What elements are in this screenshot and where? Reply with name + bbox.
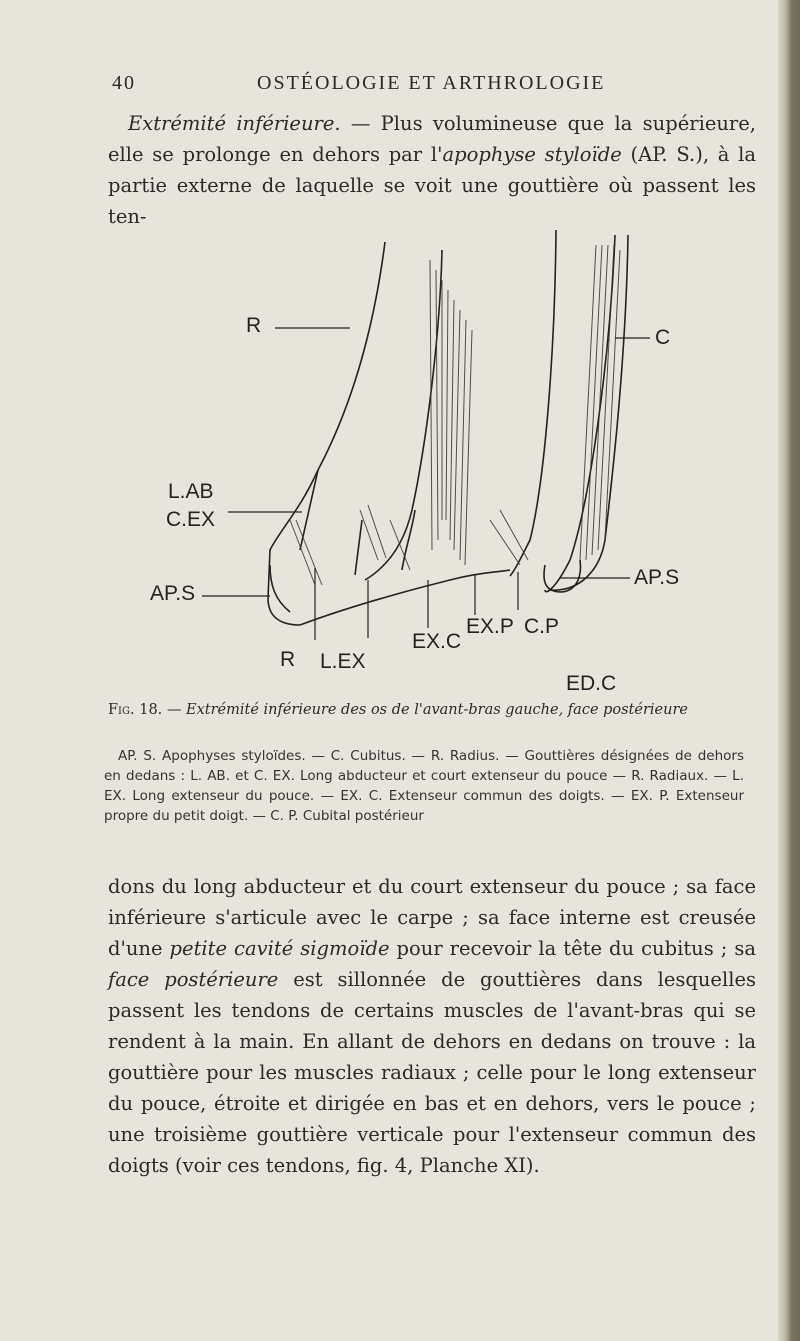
- label-apophyse-styloide-left: AP.S: [150, 582, 196, 605]
- groove-extensor-common: [402, 510, 415, 570]
- label-extenseur-propre: EX.P: [466, 615, 514, 638]
- label-court-extenseur: C.EX: [166, 508, 216, 531]
- label-radiaux: R: [280, 648, 296, 671]
- hatching: [290, 245, 620, 585]
- label-long-abducteur: L.AB: [168, 480, 214, 503]
- label-cubital-posterieur: C.P: [524, 615, 560, 638]
- paragraph-2-text-a: dons du long abducteur et du court extenseur du pouce ; sa face inférieure s'articule avec le carpe ; sa face interne est creusée d'une: [108, 875, 756, 960]
- paragraph-2-text-c: est sillonnée de gouttières dans lesquelles passent les tendons de certains muscles de l'avant-bras qui se rendent à la main. En allant de dehors en dedans on trouve : la gouttière pour les muscles radiaux ; celle pour le long extenseur du pouce, étroite et dirigée en bas et en dehors, vers le pouce ; une troisième gouttière verticale pour l'extenseur commun des doigts (voir ces tendons, fig. 4, Planche XI).: [108, 968, 756, 1177]
- section-heading: Extrémité inférieure.: [128, 112, 341, 135]
- term-apophyse: apophyse styloïde: [442, 143, 622, 166]
- page-number: 40: [112, 72, 136, 94]
- paragraph-1-text-a: — Plus volumineuse que la supérieure, elle se prolonge en dehors par l': [108, 112, 756, 166]
- label-radius: R: [246, 314, 262, 337]
- figure-legend: [104, 746, 744, 826]
- label-long-extenseur: L.EX: [320, 650, 366, 673]
- running-title: OSTÉOLOGIE ET ARTHROLOGIE: [257, 72, 606, 94]
- figure-forearm-bones: [150, 220, 710, 700]
- ulna-inner-edge: [550, 235, 628, 590]
- caption-dash: —: [162, 702, 186, 718]
- ulnar-styloid: [544, 560, 580, 592]
- legend-text: AP. S. Apophyses styloïdes. — C. Cubitus. — R. Radius. — Gouttières désignées de dehors en dedans : L. AB. et C. EX. Long abducteur et court extenseur du pouce — R. Radiaux. — L. EX. Long extenseur du pouce. — EX. C. Extenseur commun des doigts. — EX. P. Extenseur propre du petit doigt. — C. P. Cubital postérieur: [104, 748, 744, 824]
- book-spine-edge: [778, 0, 800, 1341]
- radial-styloid: [270, 565, 290, 612]
- label-extenseur-commun: EX.C: [412, 630, 462, 653]
- radius-outline: [268, 242, 510, 625]
- interosseous-edge: [510, 230, 556, 576]
- paragraph-2: [108, 871, 756, 1181]
- label-apophyse-styloide-right: AP.S: [634, 566, 680, 589]
- paragraph-1-text-b: (AP. S.), à la partie externe de laquelle se voit une gouttière où passent les ten-: [108, 143, 757, 228]
- label-cubitus: C: [655, 326, 671, 349]
- paragraph-2-text-b: pour recevoir la tête du cubitus ; sa: [389, 937, 757, 960]
- figure-number: Fig. 18.: [108, 702, 163, 718]
- leader-lines: [202, 328, 650, 640]
- figure-caption: [108, 700, 748, 720]
- paragraph-1: [108, 108, 756, 232]
- term-cavite-sigmoide: petite cavité sigmoïde: [169, 937, 390, 960]
- groove-extensor-long: [355, 520, 362, 575]
- label-edc: ED.C: [566, 672, 617, 695]
- caption-text: Extrémité inférieure des os de l'avant-bras gauche, face postérieure: [186, 702, 688, 718]
- term-face-posterieure: face postérieure: [108, 968, 279, 991]
